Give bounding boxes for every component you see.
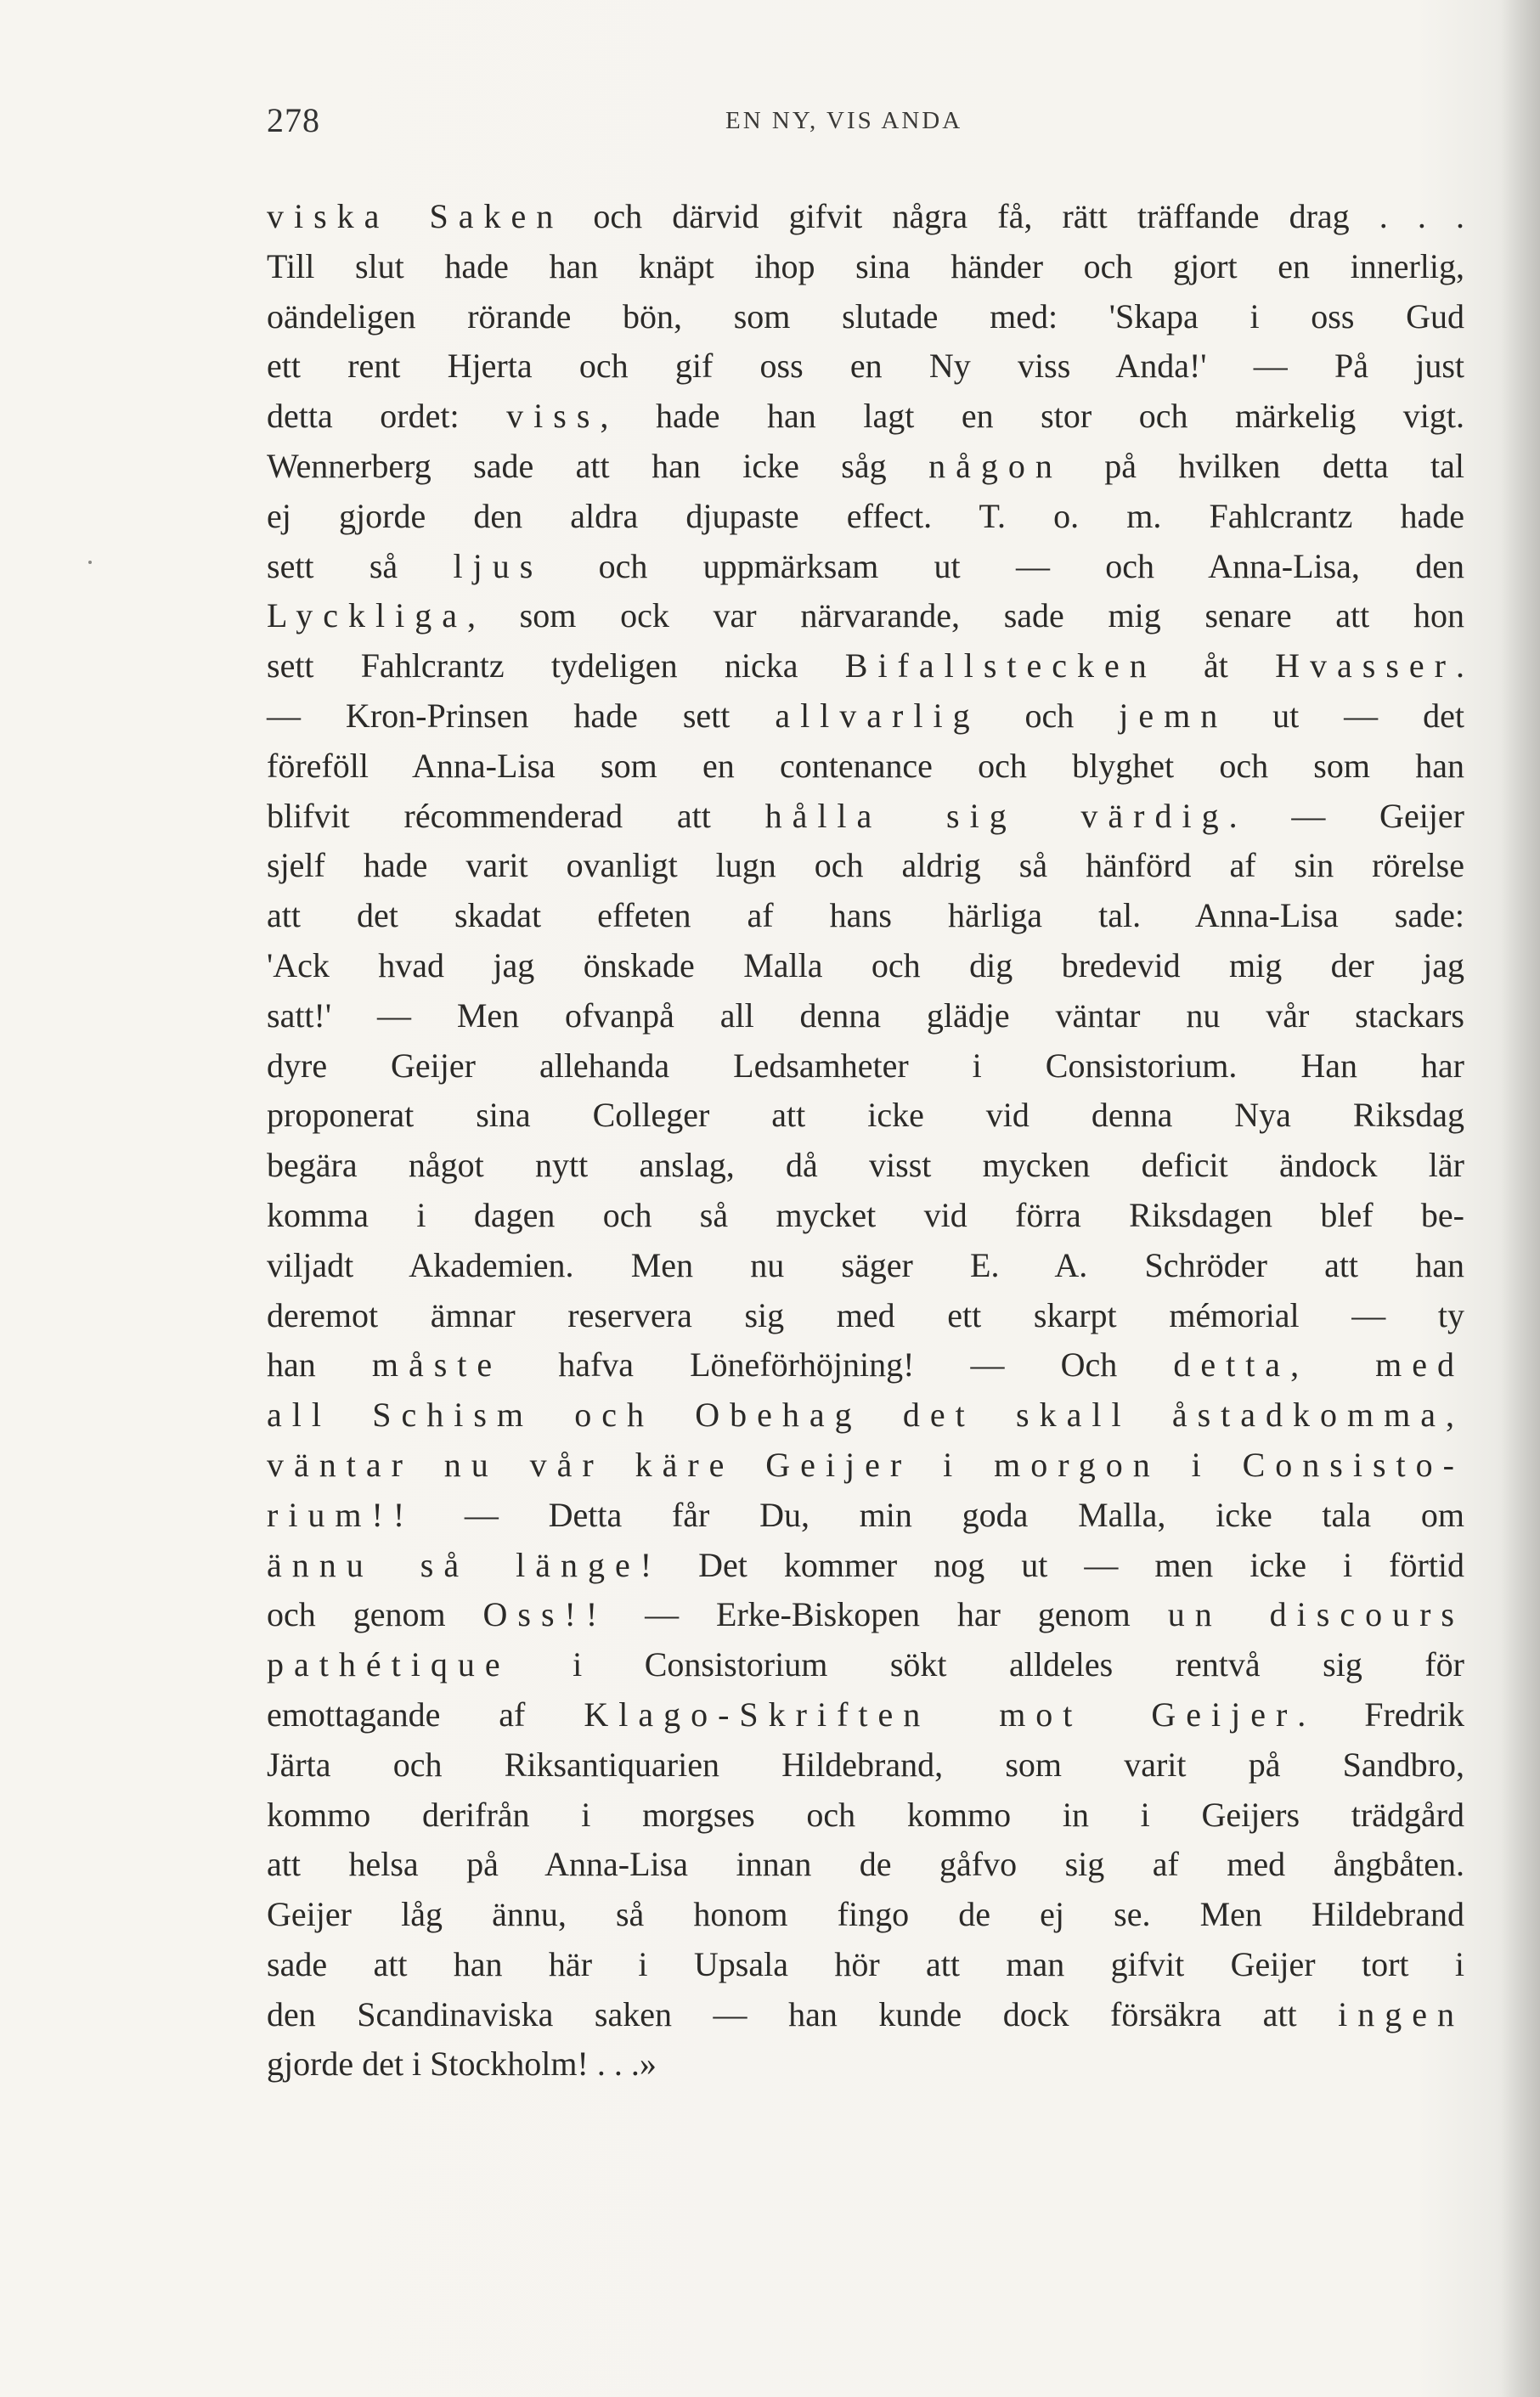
emphasized-text: hålla sig värdig [764,796,1229,835]
text-segment: han [267,1345,372,1385]
text-line [267,192,1464,242]
text-segment: att helsa på Anna-Lisa innan de gåfvo sig af med ångbåten. [267,1845,1464,1884]
text-line [267,442,1464,492]
text-line [267,292,1464,342]
text-line [267,492,1464,542]
text-line [267,392,1464,442]
emphasized-text: väntar nu vår käre Geijer i morgon i Consisto- [267,1445,1464,1484]
text-segment: och därvid gifvit några få, rätt träffande drag . . . [563,197,1464,235]
text-line [267,341,1464,392]
text-line [267,1091,1464,1141]
emphasized-text: måste [371,1345,503,1385]
emphasized-text: all Schism och Obehag det skall åstadkomma, [267,1396,1464,1435]
text-line [267,1141,1464,1191]
text-segment: Geijer låg ännu, så honom fingo de ej se. Men Hildebrand [267,1895,1464,1934]
text-segment: , hade han lagt en stor och märkelig vigt. [600,397,1464,436]
text-segment: åt [1156,646,1276,685]
text-segment: föreföll Anna-Lisa som en contenance och blyghet och som han [267,746,1464,785]
text-line [267,1390,1464,1441]
text-line [267,1541,1464,1591]
text-line [267,742,1464,792]
text-segment: dyre Geijer allehanda Ledsamheter i Consistorium. Han har [267,1046,1464,1085]
text-segment: kommo derifrån i morgses och kommo in i Geijers trädgård [267,1795,1464,1834]
text-line [267,1640,1464,1690]
text-segment: . Fredrik [1297,1695,1464,1734]
emphasized-text: rium!! [267,1495,415,1534]
text-segment: sade att han här i Upsala hör att man gifvit Geijer tort i [267,1944,1464,1983]
text-line [267,841,1464,891]
text-line [267,641,1464,691]
emphasized-text: Bifallstecken [844,646,1157,685]
text-segment: deremot ämnar reservera sig med ett skarpt mémorial — ty [267,1295,1464,1334]
text-line [267,1241,1464,1291]
text-line [267,691,1464,742]
emphasized-text: jemn [1119,696,1228,735]
text-segment: den Scandinaviska saken — han kunde dock försäkra att [267,1994,1339,2033]
text-line [267,242,1464,292]
text-segment: i Consistorium sökt alldeles rentvå sig för [510,1645,1464,1684]
text-segment: proponerat sina Colleger att icke vid denna Nya Riksdag [267,1096,1464,1135]
emphasized-text: någon [928,446,1063,485]
text-segment: att det skadat effeten af hans härliga tal. Anna-Lisa sade: [267,896,1464,935]
text-segment: på hvilken detta tal [1062,446,1464,485]
emphasized-text: un discours [1167,1595,1464,1634]
emphasized-text: pathétique [267,1645,511,1684]
page-number: 278 [267,101,320,139]
body-text [267,192,1464,2090]
text-line [267,1840,1464,1890]
text-segment: 'Ack hvad jag önskade Malla och dig bredevid mig der jag [267,945,1464,984]
text-segment: sett så [267,546,454,585]
emphasized-text: Klago-Skriften mot Geijer [584,1695,1298,1734]
text-segment: detta ordet: [267,397,507,436]
text-line [267,1041,1464,1091]
text-line [267,1690,1464,1740]
text-segment: oändeligen rörande bön, som slutade med: 'Skapa i oss Gud [267,296,1464,336]
text-line [267,1291,1464,1341]
text-line [267,1940,1464,1990]
text-segment: ett rent Hjerta och gif oss en Ny viss Anda!' — På just [267,347,1464,386]
text-segment: sett Fahlcrantz tydeligen nicka [267,646,845,685]
emphasized-text: ingen [1338,1994,1464,2033]
text-line [267,1590,1464,1640]
text-segment: begära något nytt anslag, då visst mycken deficit ändock lär [267,1146,1464,1185]
emphasized-text: ljus [453,546,544,585]
page-edge-shadow [1501,0,1540,2397]
text-line [267,591,1464,641]
text-segment: — Detta får Du, min goda Malla, icke tala om [415,1495,1464,1534]
text-segment: sjelf hade varit ovanligt lugn och aldrig så hänförd af sin rörelse [267,846,1464,885]
emphasized-text: Lyckliga [267,596,467,635]
emphasized-text: detta, med [1173,1345,1464,1385]
emphasized-text: allvarlig [775,696,980,735]
text-segment: . — Geijer [1228,796,1464,835]
text-line [267,1791,1464,1841]
running-head: EN NY, VIS ANDA [725,107,963,134]
text-line [267,1491,1464,1541]
emphasized-text: ännu så länge! [267,1545,663,1584]
text-line [267,792,1464,842]
text-line [267,1191,1464,1241]
page-header [267,100,1464,151]
text-segment: emottagande af [267,1695,584,1734]
text-segment: Järta och Riksantiquarien Hildebrand, som varit på Sandbro, [267,1745,1464,1784]
text-segment: blifvit récommenderad att [267,796,765,835]
text-segment: Det kommer nog ut — men icke i förtid [662,1545,1464,1584]
text-segment: komma i dagen och så mycket vid förra Riksdagen blef be- [267,1195,1464,1234]
text-line [267,2039,1464,2090]
text-line [267,542,1464,592]
text-line [267,1990,1464,2040]
emphasized-text: Hvasser [1275,646,1457,685]
text-segment: — Erke-Biskopen har genom [607,1595,1168,1634]
text-segment: och genom [267,1595,483,1634]
text-segment: och uppmärksam ut — och Anna-Lisa, den [543,546,1464,585]
text-segment: . [1456,646,1465,685]
text-line [267,991,1464,1041]
text-segment: ej gjorde den aldra djupaste effect. T. o. m. Fahlcrantz hade [267,496,1464,535]
text-line [267,1340,1464,1390]
text-line [267,1890,1464,1940]
text-line [267,891,1464,941]
text-segment: och [979,696,1120,735]
text-segment: , som ock var närvarande, sade mig senare att hon [466,596,1464,635]
text-segment: ut — det [1227,696,1464,735]
text-segment: — Kron-Prinsen hade sett [267,696,776,735]
text-segment: viljadt Akademien. Men nu säger E. A. Schröder att han [267,1245,1464,1284]
text-segment: gjorde det i Stockholm! . . .» [267,2044,657,2084]
emphasized-text: Oss!! [482,1595,608,1634]
text-segment: Wennerberg sade att han icke såg [267,446,929,485]
text-line [267,941,1464,991]
text-segment: hafva Löneförhöjning! — Och [502,1345,1174,1385]
text-line [267,1740,1464,1791]
text-segment: satt!' — Men ofvanpå all denna glädje väntar nu vår stackars [267,995,1464,1035]
emphasized-text: viska Saken [267,197,564,235]
text-segment: Till slut hade han knäpt ihop sina händer och gjort en innerlig, [267,246,1464,285]
text-line [267,1441,1464,1491]
margin-mark [88,561,92,564]
emphasized-text: viss [506,397,601,436]
